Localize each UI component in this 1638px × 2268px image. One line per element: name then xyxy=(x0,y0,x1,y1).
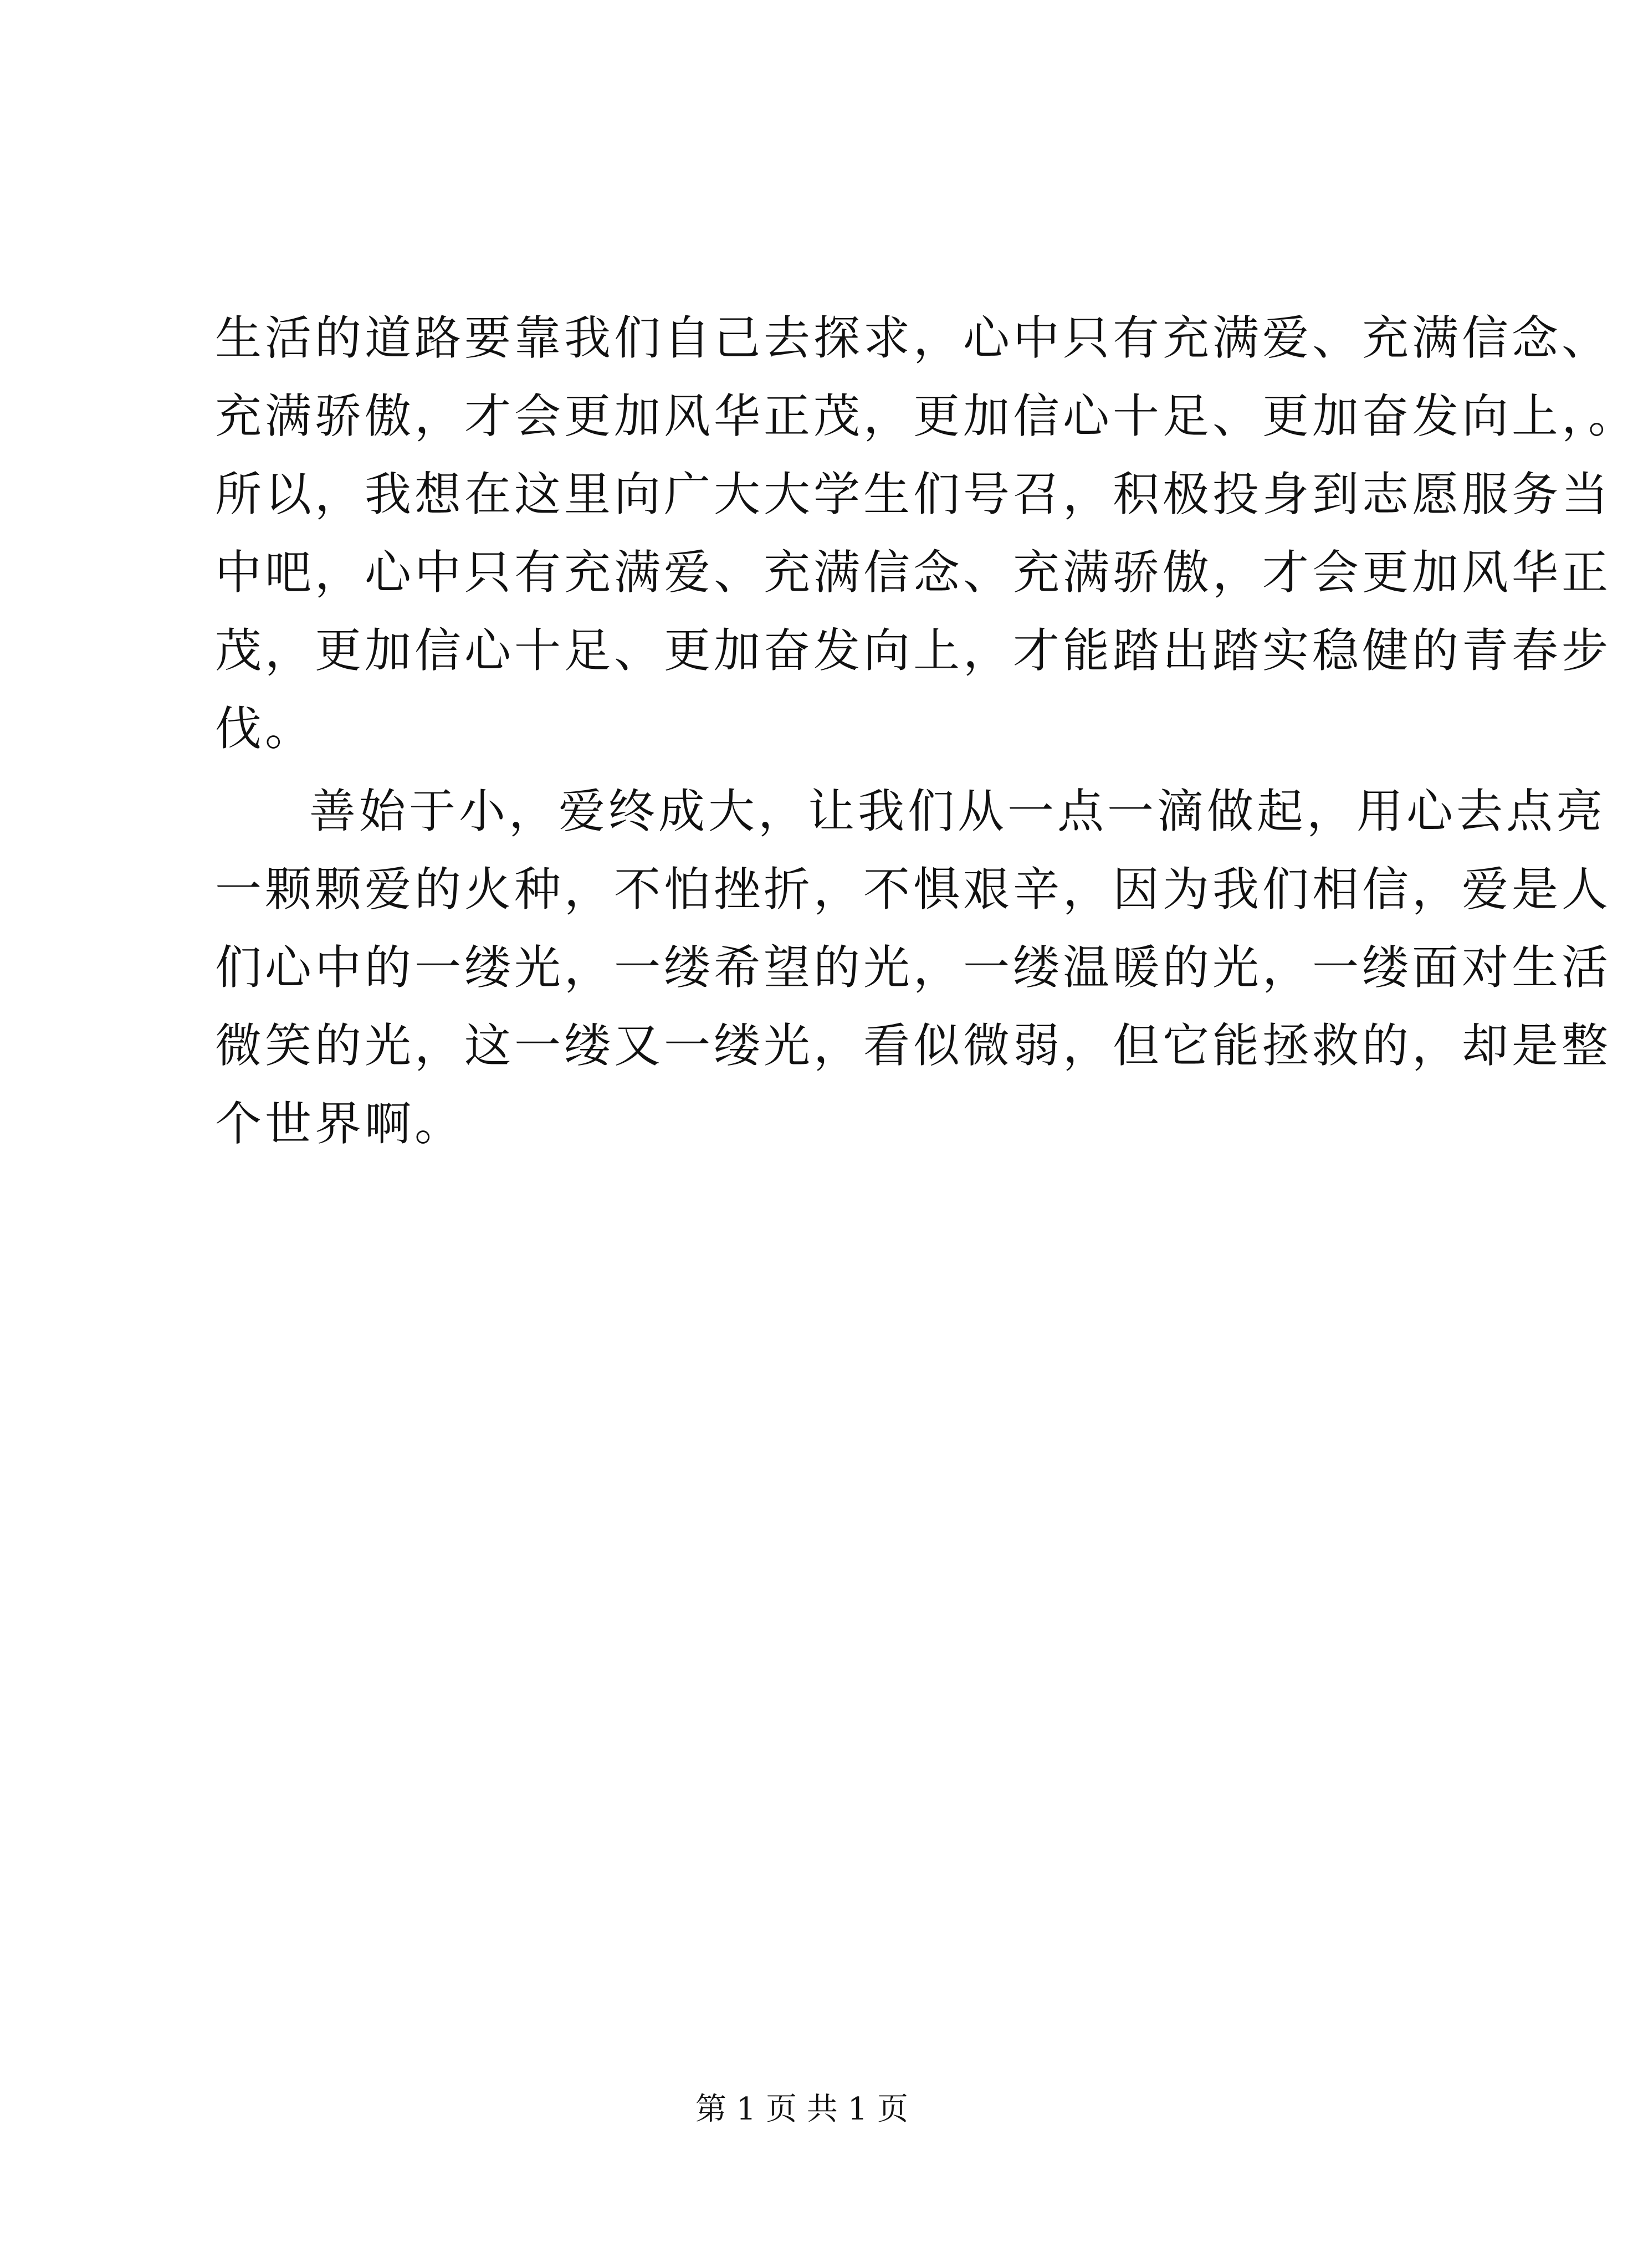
paragraph-line: 伐。 xyxy=(215,702,315,756)
body-text xyxy=(215,299,1638,1163)
paragraph-line: 个世界啊。 xyxy=(215,1097,465,1151)
page-number-label: 第 1 页 共 1 页 xyxy=(695,2091,909,2127)
paragraph-line: 所以，我想在这里向广大大学生们号召，积极投身到志愿服务当 xyxy=(215,467,1612,521)
paragraph-line: 们心中的一缕光，一缕希望的光，一缕温暖的光，一缕面对生活 xyxy=(215,940,1612,995)
paragraph-line: 茂，更加信心十足、更加奋发向上，才能踏出踏实稳健的青春步 xyxy=(215,623,1612,678)
paragraph-2 xyxy=(215,772,1612,1163)
paragraph-line: 善始于小，爱终成大，让我们从一点一滴做起，用心去点亮 xyxy=(309,784,1606,838)
paragraph-line: 中吧，心中只有充满爱、充满信念、充满骄傲，才会更加风华正 xyxy=(215,545,1612,600)
paragraph-line: 微笑的光，这一缕又一缕光，看似微弱，但它能拯救的，却是整 xyxy=(215,1018,1612,1073)
paragraph-line: 生活的道路要靠我们自己去探求，心中只有充满爱、充满信念、 xyxy=(215,311,1612,365)
paragraph-1 xyxy=(215,299,1638,768)
page-footer xyxy=(0,2085,1604,2129)
paragraph-line: 充满骄傲，才会更加风华正茂，更加信心十足、更加奋发向上，。 xyxy=(215,389,1638,443)
paragraph-line: 一颗颗爱的火种，不怕挫折，不惧艰辛，因为我们相信，爱是人 xyxy=(215,862,1612,917)
